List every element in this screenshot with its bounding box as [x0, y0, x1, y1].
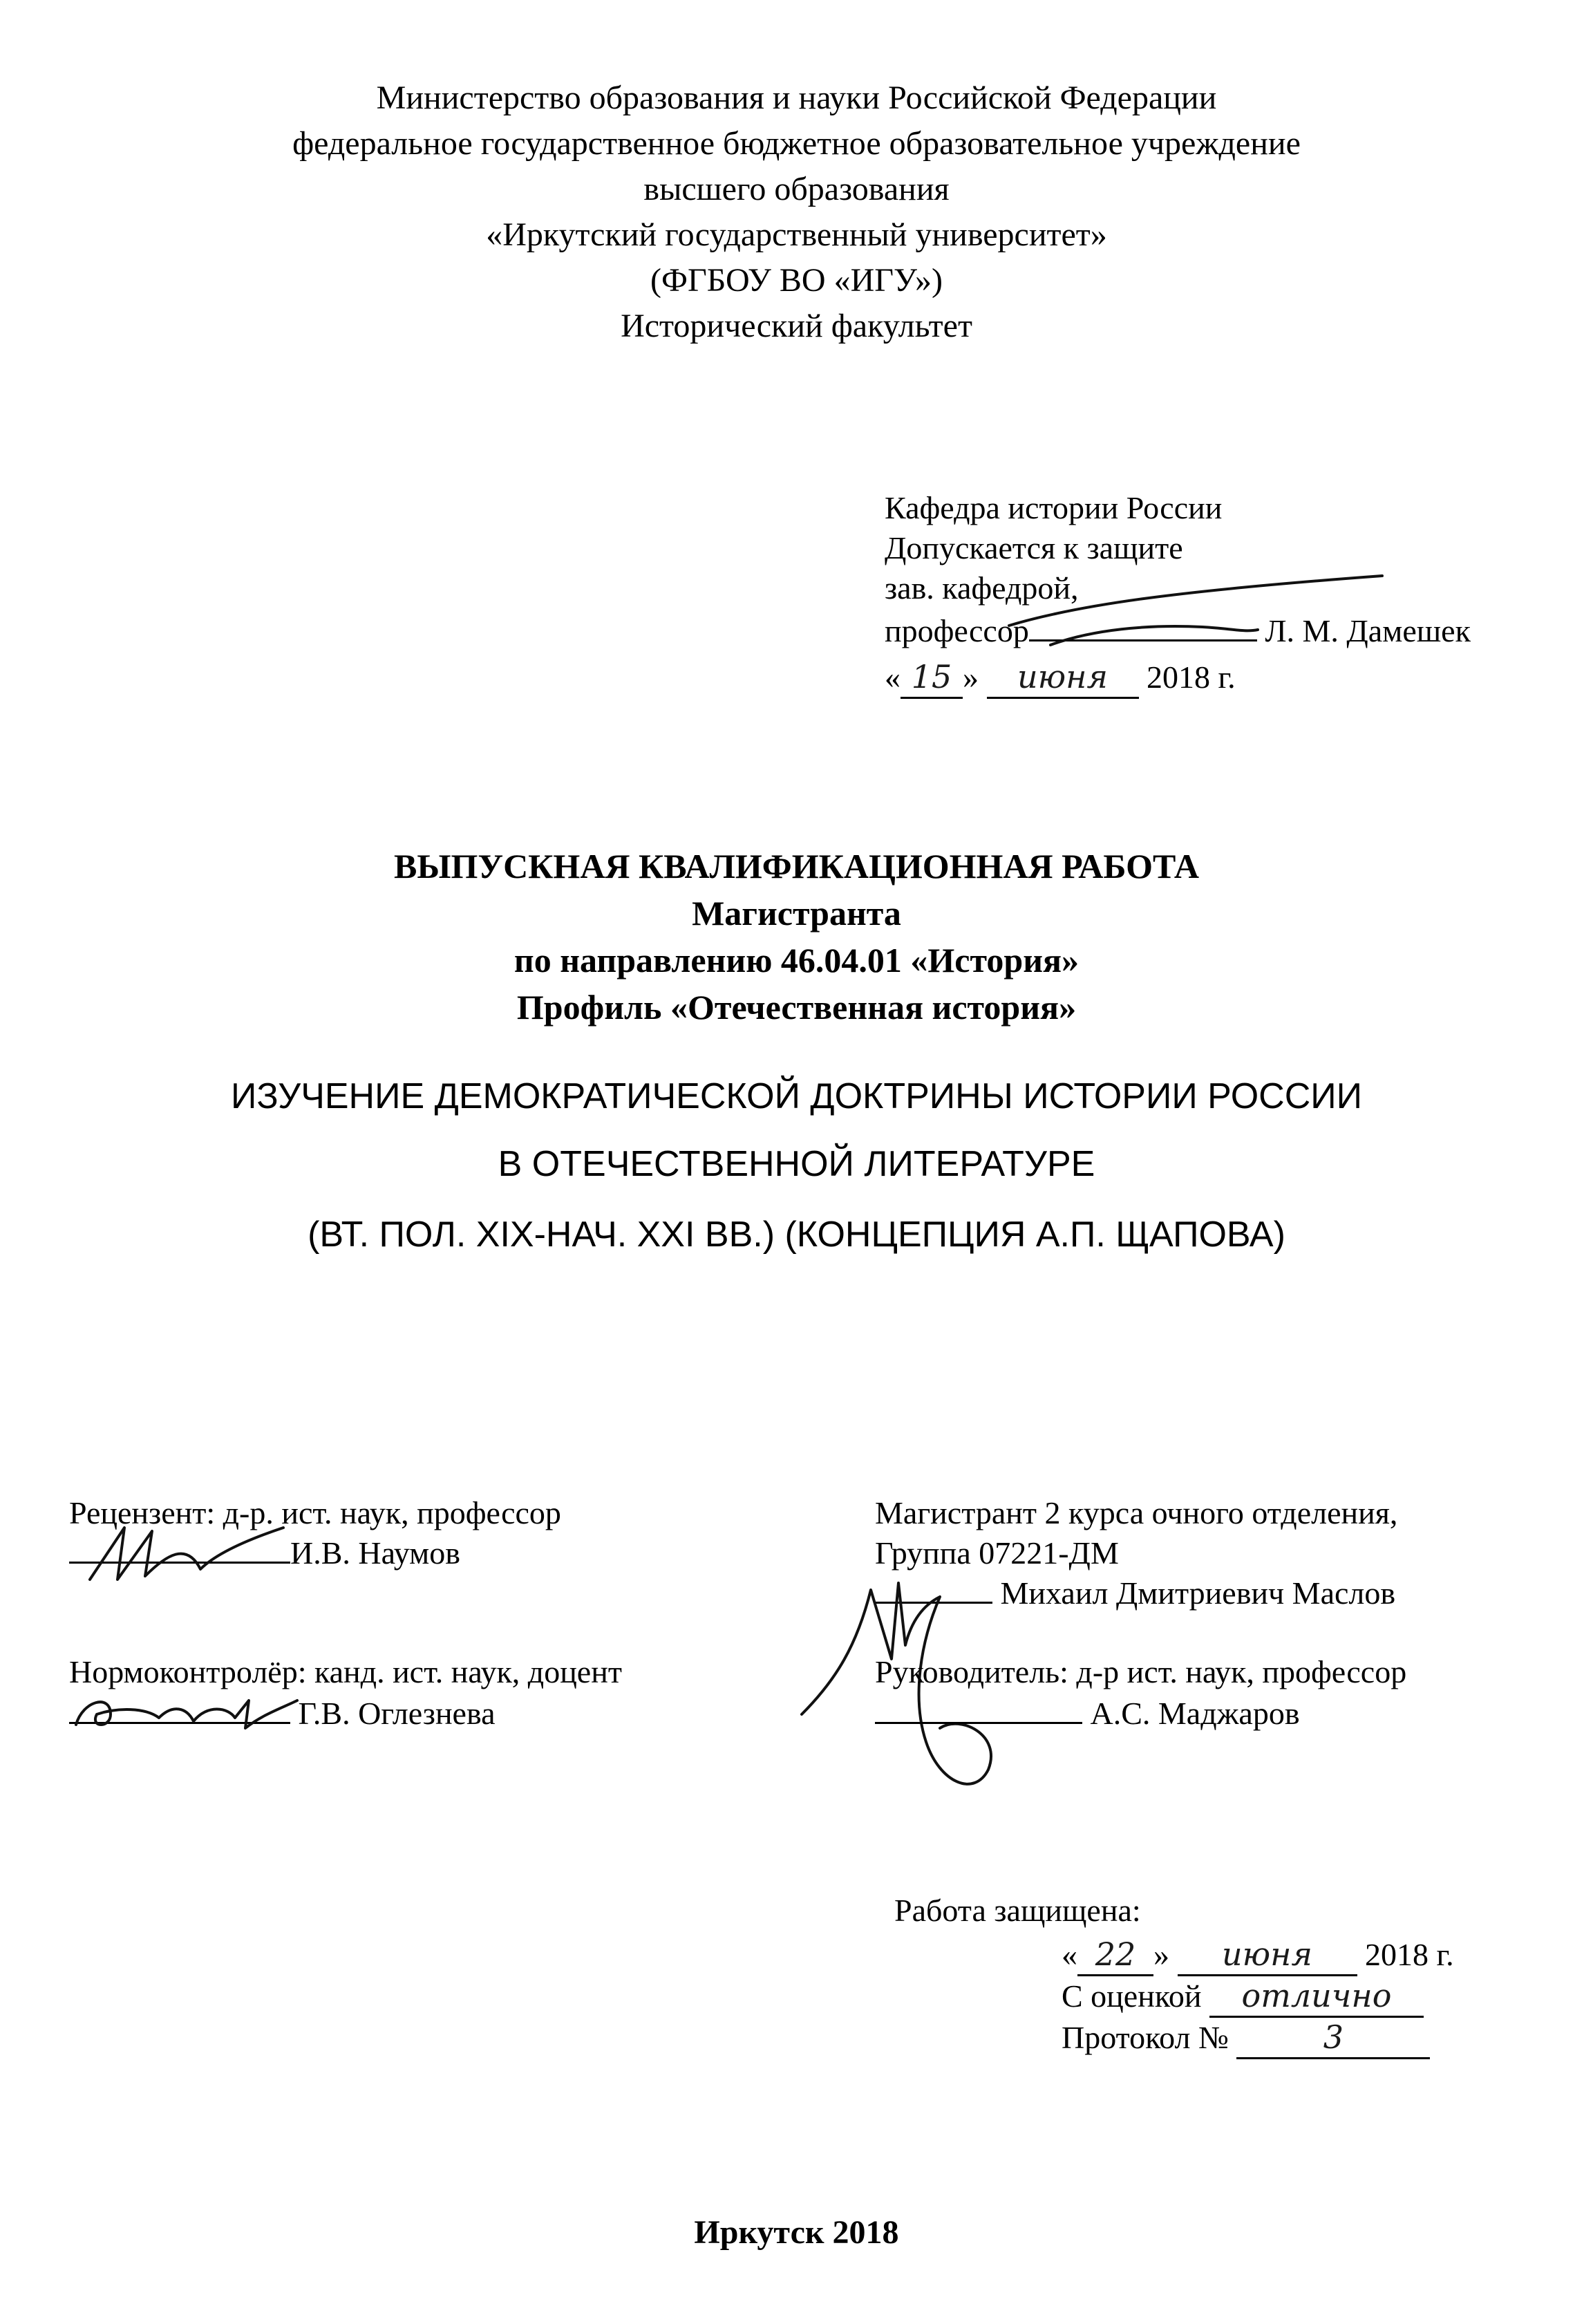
institution-type-line: федеральное государственное бюджетное образовательное учреждение	[292, 125, 1301, 162]
defense-label: Работа защищена:	[894, 1893, 1141, 1928]
direction-label: по направлению 46.04.01 «История»	[513, 941, 1080, 980]
admitted-label: Допускается к защите	[885, 530, 1183, 565]
education-level-line: высшего образования	[643, 171, 950, 207]
department-label: Кафедра истории России	[885, 490, 1223, 525]
protocol-number: 3	[1236, 2017, 1430, 2059]
grade-value: отлично	[1209, 1976, 1424, 2018]
head-name: Л. М. Дамешек	[1265, 613, 1471, 648]
supervisor-name: А.С. Маджаров	[1090, 1696, 1300, 1731]
protocol-label: Протокол №	[1062, 2020, 1229, 2055]
supervisor-label: Руководитель: д-р ист. наук, профессор	[875, 1654, 1407, 1689]
student-group: Группа 07221-ДМ	[875, 1535, 1119, 1571]
work-type: ВЫПУСКНАЯ КВАЛИФИКАЦИОННАЯ РАБОТА	[394, 847, 1199, 885]
degree-label: Магистранта	[692, 894, 901, 933]
university-name: «Иркутский государственный университет»	[486, 216, 1107, 253]
topic-line-1: ИЗУЧЕНИЕ ДЕМОКРАТИЧЕСКОЙ ДОКТРИНЫ ИСТОРИИ РОССИИ	[230, 1076, 1363, 1116]
normcontrol-label: Нормоконтролёр: канд. ист. наук, доцент	[69, 1654, 622, 1689]
grade-label: С оценкой	[1062, 1978, 1202, 2014]
approval-year: 2018 г.	[1147, 659, 1236, 695]
approval-month: июня	[987, 657, 1139, 699]
defense-day: 22	[1077, 1934, 1153, 1976]
approval-date: « 15 » июня 2018 г.	[885, 657, 1236, 699]
head-signature	[995, 563, 1410, 660]
faculty-name: Исторический факультет	[621, 308, 972, 344]
approval-day: 15	[901, 657, 963, 699]
defense-date: « 22 » июня 2018 г.	[1062, 1934, 1454, 1976]
defense-grade-row	[1062, 1976, 1424, 2018]
topic-line-3: (ВТ. ПОЛ. XIX-НАЧ. XXI ВВ.) (КОНЦЕПЦИЯ А.П. ЩАПОВА)	[308, 1215, 1285, 1255]
ministry-line: Министерство образования и науки Российской Федерации	[376, 79, 1217, 116]
student-name: Михаил Дмитриевич Маслов	[1000, 1575, 1396, 1611]
head-position: профессор	[885, 613, 1029, 648]
university-abbr: (ФГБОУ ВО «ИГУ»)	[650, 262, 943, 299]
reviewer-label: Рецензент: д-р. ист. наук, профессор	[69, 1495, 561, 1530]
defense-year: 2018 г.	[1365, 1937, 1454, 1972]
student-label: Магистрант 2 курса очного отделения,	[875, 1495, 1398, 1530]
normcontrol-name: Г.В. Оглезнева	[298, 1696, 496, 1731]
reviewer-name: И.В. Наумов	[290, 1535, 460, 1571]
defense-month: июня	[1178, 1934, 1357, 1976]
head-label: зав. кафедрой,	[885, 570, 1079, 606]
normcontrol-signature	[69, 1687, 304, 1742]
protocol-row	[1062, 2017, 1430, 2059]
city-year: Иркутск 2018	[694, 2214, 899, 2251]
supervisor-signature-line	[875, 1694, 1300, 1734]
profile-label: Профиль «Отечественная история»	[516, 988, 1077, 1027]
reviewer-signature	[76, 1514, 304, 1590]
topic-line-2: В ОТЕЧЕСТВЕННОЙ ЛИТЕРАТУРЕ	[498, 1144, 1095, 1184]
